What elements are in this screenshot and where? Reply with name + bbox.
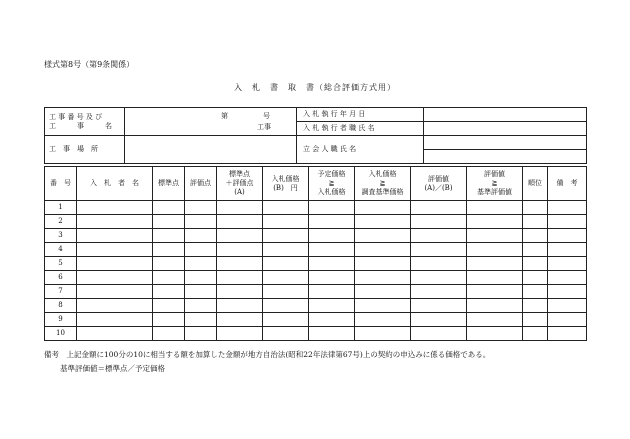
- executor-label: 入 札 執 行 者 職 氏 名: [297, 122, 424, 136]
- bid-table-header: [45, 167, 587, 201]
- table-cell[interactable]: [467, 229, 523, 243]
- document-title: 入 札 書 取 書（総合評価方式用）: [234, 83, 396, 92]
- table-row: [45, 313, 587, 327]
- form-number: 様式第8号（第9条関係）: [44, 60, 135, 69]
- table-cell[interactable]: [217, 243, 263, 257]
- table-cell[interactable]: [355, 257, 411, 271]
- row-number: 7: [45, 285, 77, 299]
- table-row: [45, 229, 587, 243]
- table-cell[interactable]: [467, 215, 523, 229]
- table-cell[interactable]: [523, 229, 548, 243]
- table-cell[interactable]: [153, 243, 185, 257]
- table-cell[interactable]: [153, 229, 185, 243]
- table-cell[interactable]: [217, 285, 263, 299]
- table-cell[interactable]: [467, 313, 523, 327]
- table-cell[interactable]: [523, 327, 548, 341]
- table-cell[interactable]: [548, 313, 587, 327]
- bid-table: [44, 166, 587, 341]
- table-cell[interactable]: [523, 257, 548, 271]
- witness-label: 立 会 人 職 氏 名: [297, 136, 424, 164]
- col-value-vs-standard: 評価値 ≧ 基準評価値: [467, 167, 523, 201]
- note-line-2: 基準評価値＝標準点／予定価格: [60, 364, 165, 373]
- table-cell[interactable]: [355, 215, 411, 229]
- row-number: 10: [45, 327, 77, 341]
- table-cell[interactable]: [548, 243, 587, 257]
- table-cell[interactable]: [523, 215, 548, 229]
- table-cell[interactable]: [355, 271, 411, 285]
- table-row: [45, 257, 587, 271]
- table-cell[interactable]: [77, 257, 153, 271]
- table-cell[interactable]: [309, 229, 355, 243]
- table-cell[interactable]: [523, 313, 548, 327]
- table-cell[interactable]: [153, 299, 185, 313]
- table-cell[interactable]: [263, 327, 309, 341]
- table-cell[interactable]: [309, 271, 355, 285]
- table-cell[interactable]: [185, 201, 217, 215]
- col-evaluation-score: 評価点: [185, 167, 217, 201]
- table-cell[interactable]: [411, 243, 467, 257]
- table-cell[interactable]: [263, 229, 309, 243]
- table-cell[interactable]: [217, 229, 263, 243]
- table-cell[interactable]: [185, 243, 217, 257]
- table-cell[interactable]: [309, 201, 355, 215]
- row-number: 2: [45, 215, 77, 229]
- row-number: 8: [45, 299, 77, 313]
- table-cell[interactable]: [467, 201, 523, 215]
- table-cell[interactable]: [263, 313, 309, 327]
- table-cell[interactable]: [548, 257, 587, 271]
- table-cell[interactable]: [153, 327, 185, 341]
- table-cell[interactable]: [217, 215, 263, 229]
- row-number: 3: [45, 229, 77, 243]
- table-cell[interactable]: [77, 299, 153, 313]
- witness-field-2[interactable]: [424, 150, 587, 164]
- row-number: 9: [45, 313, 77, 327]
- table-cell[interactable]: [263, 285, 309, 299]
- table-cell[interactable]: [523, 299, 548, 313]
- table-cell[interactable]: [467, 285, 523, 299]
- table-cell[interactable]: [355, 313, 411, 327]
- table-cell[interactable]: [185, 327, 217, 341]
- table-row: [45, 299, 587, 313]
- table-cell[interactable]: [523, 201, 548, 215]
- table-cell[interactable]: [411, 201, 467, 215]
- table-cell[interactable]: [548, 299, 587, 313]
- table-cell[interactable]: [548, 201, 587, 215]
- col-total-score-a: 標準点 ＋評価点 (A): [217, 167, 263, 201]
- table-cell[interactable]: [153, 271, 185, 285]
- table-cell[interactable]: [217, 299, 263, 313]
- table-cell[interactable]: [548, 271, 587, 285]
- table-cell[interactable]: [185, 257, 217, 271]
- table-cell[interactable]: [523, 243, 548, 257]
- table-cell[interactable]: [77, 271, 153, 285]
- table-cell[interactable]: [523, 271, 548, 285]
- table-row: [45, 243, 587, 257]
- table-cell[interactable]: [77, 243, 153, 257]
- table-cell[interactable]: [309, 215, 355, 229]
- header-table: [44, 107, 587, 164]
- table-cell[interactable]: [77, 327, 153, 341]
- project-label-line2: 工 事 名: [49, 121, 112, 130]
- table-cell[interactable]: [548, 327, 587, 341]
- table-cell[interactable]: [77, 313, 153, 327]
- table-cell[interactable]: [217, 327, 263, 341]
- table-cell[interactable]: [263, 215, 309, 229]
- table-row: [45, 285, 587, 299]
- table-cell[interactable]: [411, 271, 467, 285]
- col-bid-vs-survey: 入札価格 ≧ 調査基準価格: [355, 167, 411, 201]
- location-field[interactable]: [125, 136, 297, 164]
- table-cell[interactable]: [217, 257, 263, 271]
- table-cell[interactable]: [467, 299, 523, 313]
- table-cell[interactable]: [548, 229, 587, 243]
- table-cell[interactable]: [309, 299, 355, 313]
- row-number: 5: [45, 257, 77, 271]
- table-cell[interactable]: [467, 243, 523, 257]
- table-cell[interactable]: [467, 271, 523, 285]
- table-cell[interactable]: [523, 285, 548, 299]
- col-planned-vs-bid: 予定価格 ≧ 入札価格: [309, 167, 355, 201]
- table-cell[interactable]: [77, 285, 153, 299]
- table-cell[interactable]: [411, 215, 467, 229]
- col-number: 番 号: [45, 167, 77, 201]
- table-cell[interactable]: [411, 327, 467, 341]
- table-cell[interactable]: [355, 243, 411, 257]
- table-cell[interactable]: [355, 229, 411, 243]
- number-label: 第 号: [221, 112, 270, 120]
- witness-field-1[interactable]: [424, 136, 587, 150]
- table-cell[interactable]: [309, 313, 355, 327]
- table-cell[interactable]: [217, 313, 263, 327]
- table-cell[interactable]: [548, 285, 587, 299]
- table-row: [45, 201, 587, 215]
- table-cell[interactable]: [309, 257, 355, 271]
- table-cell[interactable]: [153, 285, 185, 299]
- table-cell[interactable]: [185, 285, 217, 299]
- project-label-line1: 工 事 番 号 及 び: [49, 112, 103, 121]
- col-evaluation-value: 評価値 (A)／(B): [411, 167, 467, 201]
- table-cell[interactable]: [217, 271, 263, 285]
- note-line-1: 備考 上記金額に100分の10に相当する額を加算した金額が地方自治法(昭和22年法律第67号)上の契約の申込みに係る価格である。: [44, 350, 491, 359]
- table-cell[interactable]: [411, 257, 467, 271]
- table-cell[interactable]: [411, 229, 467, 243]
- date-label: 入 札 執 行 年 月 日: [297, 108, 424, 122]
- project-label-cell: [45, 108, 125, 136]
- location-label: 工 事 場 所: [45, 136, 125, 164]
- table-cell[interactable]: [185, 299, 217, 313]
- table-row: [45, 271, 587, 285]
- table-cell[interactable]: [185, 229, 217, 243]
- col-bidder-name: 入 札 者 名: [77, 167, 153, 201]
- table-cell[interactable]: [185, 215, 217, 229]
- col-standard-score: 標準点: [153, 167, 185, 201]
- table-cell[interactable]: [263, 299, 309, 313]
- table-cell[interactable]: [185, 271, 217, 285]
- table-cell[interactable]: [263, 201, 309, 215]
- table-cell[interactable]: [263, 257, 309, 271]
- table-cell[interactable]: [411, 299, 467, 313]
- table-cell[interactable]: [263, 243, 309, 257]
- table-cell[interactable]: [411, 285, 467, 299]
- table-row: [45, 215, 587, 229]
- table-cell[interactable]: [309, 327, 355, 341]
- executor-field[interactable]: [424, 122, 587, 136]
- table-cell[interactable]: [355, 299, 411, 313]
- row-number: 6: [45, 271, 77, 285]
- table-cell[interactable]: [263, 271, 309, 285]
- date-field[interactable]: [424, 108, 587, 122]
- table-cell[interactable]: [153, 215, 185, 229]
- table-cell[interactable]: [77, 215, 153, 229]
- table-cell[interactable]: [153, 313, 185, 327]
- table-cell[interactable]: [309, 285, 355, 299]
- table-cell[interactable]: [548, 215, 587, 229]
- table-row: [45, 327, 587, 341]
- col-bid-price-b: 入札価格 (B) 円: [263, 167, 309, 201]
- table-cell[interactable]: [467, 327, 523, 341]
- table-cell[interactable]: [309, 243, 355, 257]
- project-name-field[interactable]: [125, 108, 297, 136]
- table-cell[interactable]: [217, 201, 263, 215]
- row-number: 4: [45, 243, 77, 257]
- table-cell[interactable]: [467, 257, 523, 271]
- table-cell[interactable]: [355, 201, 411, 215]
- table-cell[interactable]: [355, 327, 411, 341]
- table-cell[interactable]: [77, 201, 153, 215]
- row-number: 1: [45, 201, 77, 215]
- kouji-label: 工事: [257, 123, 271, 131]
- table-cell[interactable]: [77, 229, 153, 243]
- col-remarks: 備 考: [548, 167, 587, 201]
- col-rank: 順位: [523, 167, 548, 201]
- table-cell[interactable]: [153, 257, 185, 271]
- table-cell[interactable]: [153, 201, 185, 215]
- table-cell[interactable]: [411, 313, 467, 327]
- table-cell[interactable]: [355, 285, 411, 299]
- table-cell[interactable]: [185, 313, 217, 327]
